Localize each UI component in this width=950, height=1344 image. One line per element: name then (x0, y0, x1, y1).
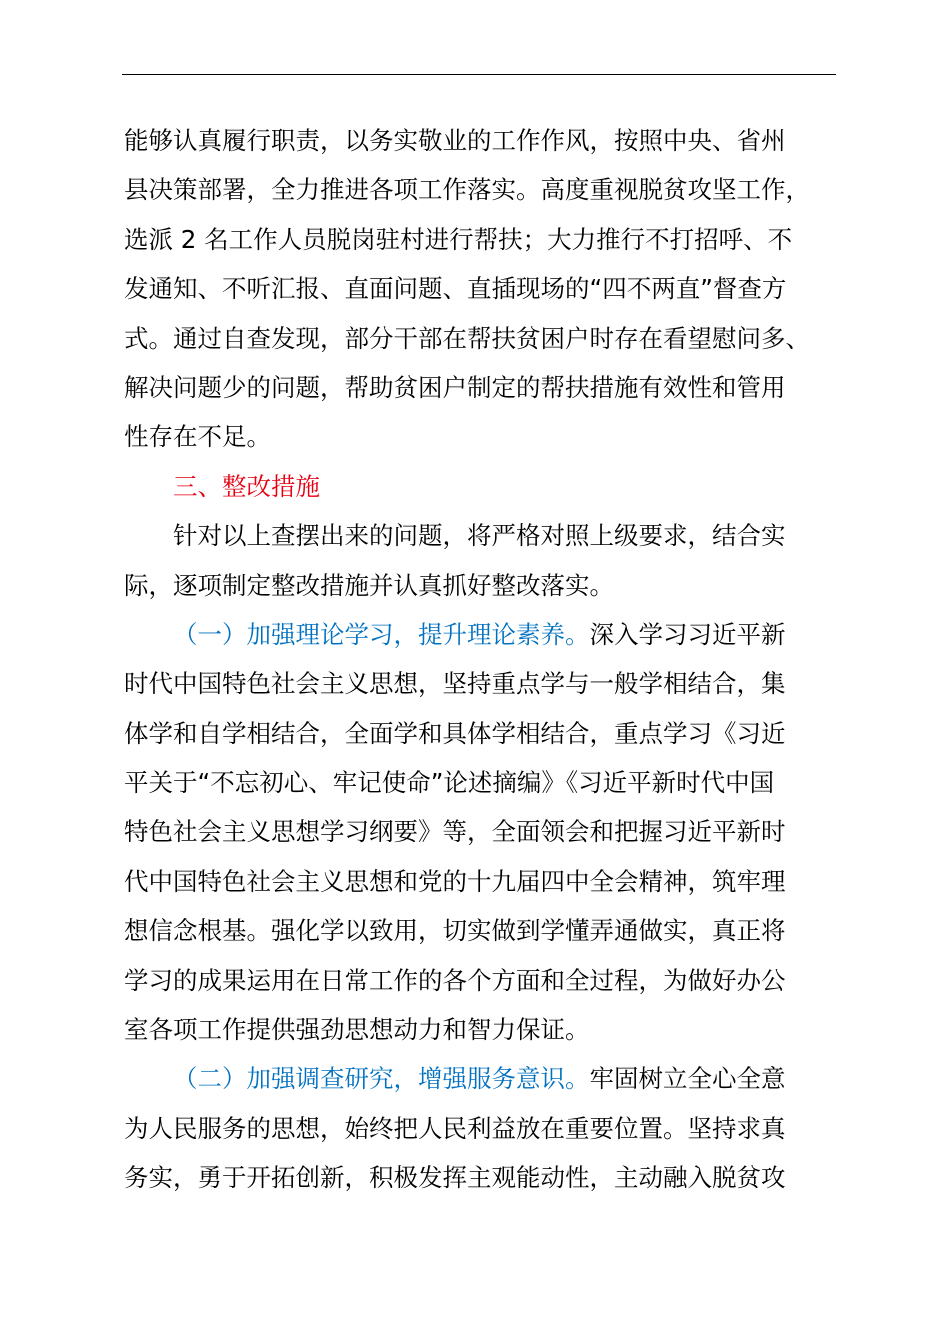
text-line: 际，逐项制定整改措施并认真抓好整改落实。 (124, 570, 614, 600)
header-rule (122, 74, 836, 75)
text-line: 能够认真履行职责，以务实敬业的工作作风，按照中央、省州 (124, 126, 786, 155)
text-line (124, 1054, 854, 1103)
text-line: 选派 2 名工作人员脱岗驻村进行帮扶；大力推行不打招呼、不 (124, 224, 793, 254)
text-line: 室各项工作提供强劲思想动力和智力保证。 (124, 1015, 590, 1045)
text-line (124, 610, 854, 659)
text-line: 代中国特色社会主义思想和党的十九届四中全会精神，筑牢理 (124, 866, 786, 896)
text-line: 学习的成果运用在日常工作的各个方面和全过程，为做好办公 (124, 965, 786, 995)
section-intro (124, 511, 854, 610)
text-line: 县决策部署，全力推进各项工作落实。高度重视脱贫攻坚工作， (124, 175, 810, 205)
measure-title: （二）加强调查研究，增强服务意识。 (173, 1064, 590, 1094)
measure-item-1 (124, 610, 854, 1055)
text-line: 为人民服务的思想，始终把人民利益放在重要位置。坚持求真 (124, 1113, 786, 1143)
document-body (124, 116, 854, 1203)
text-line: 平关于“不忘初心、牢记使命”论述摘编》《习近平新时代中国 (124, 768, 775, 798)
text-line: 性存在不足。 (124, 422, 271, 452)
measure-item-2 (124, 1054, 854, 1202)
text-line: 务实，勇于开拓创新，积极发挥主观能动性，主动融入脱贫攻 (124, 1163, 786, 1193)
measure-text: 牢固树立全心全意 (589, 1064, 786, 1094)
text-line: 针对以上查摆出来的问题，将严格对照上级要求，结合实 (173, 521, 786, 551)
paragraph-1 (124, 116, 854, 462)
text-line: 时代中国特色社会主义思想，坚持重点学与一般学相结合，集 (124, 669, 786, 699)
measure-text: 深入学习习近平新 (589, 619, 786, 649)
text-line: 解决问题少的问题，帮助贫困户制定的帮扶措施有效性和管用 (124, 372, 786, 402)
measure-title: （一）加强理论学习，提升理论素养。 (173, 619, 590, 649)
text-line: 式。通过自查发现，部分干部在帮扶贫困户时存在看望慰问多、 (124, 323, 810, 353)
section-heading: 三、整改措施 (173, 471, 320, 501)
text-line: 特色社会主义思想学习纲要》等，全面领会和把握习近平新时 (124, 817, 786, 847)
text-line: 想信念根基。强化学以致用，切实做到学懂弄通做实，真正将 (124, 916, 786, 946)
text-line: 发通知、不听汇报、直面问题、直插现场的“四不两直”督查方 (124, 274, 787, 304)
text-line: 体学和自学相结合，全面学和具体学相结合，重点学习《习近 (124, 718, 786, 748)
